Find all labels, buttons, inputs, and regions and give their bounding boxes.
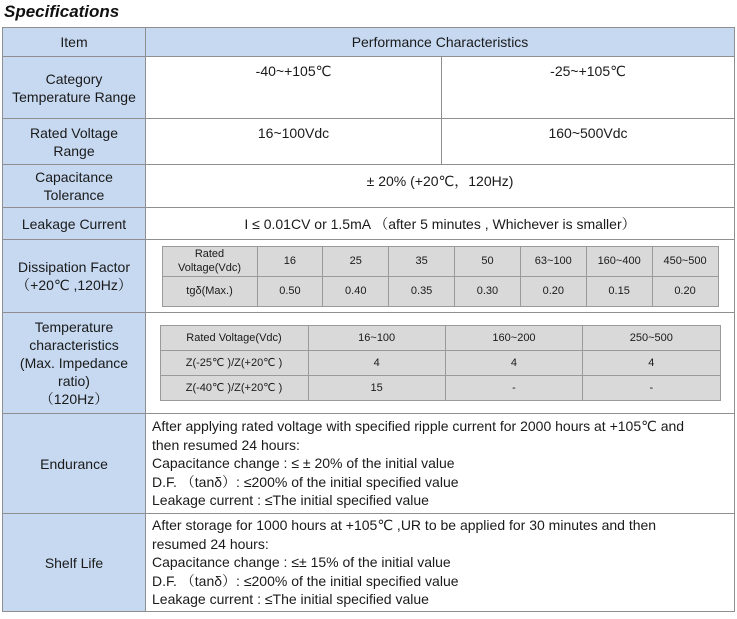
row-rated-voltage: [3, 119, 735, 165]
temperature-row2-value: -: [445, 376, 582, 401]
row-capacitance-tolerance: [3, 165, 735, 208]
label-shelf-life: Shelf Life: [3, 514, 146, 612]
temperature-row1-value: 4: [308, 351, 445, 376]
temperature-row2-value: -: [583, 376, 720, 401]
endurance-text: After applying rated voltage with specified ripple current for 2000 hours at +105℃ and then resumed 24 hours: Capacitance change : ≤ ± 20% of the initial value D.F. （tanδ）: ≤200% of the initial specified value Leakage current : ≤The initial specified value: [146, 414, 735, 514]
temperature-row-25: [160, 351, 720, 376]
leakage-value: I ≤ 0.01CV or 1.5mA （after 5 minutes , Whichever is smaller）: [146, 208, 735, 240]
dissipation-value-row: [162, 276, 718, 306]
row-leakage-current: [3, 208, 735, 240]
dissipation-value: 0.20: [520, 276, 586, 306]
category-value-a: -40~+105℃: [146, 57, 442, 119]
temperature-column: 16~100: [308, 326, 445, 351]
voltage-value-b: 160~500Vdc: [442, 119, 735, 165]
row-endurance: [3, 414, 735, 514]
label-temperature-characteristics: Temperature characteristics (Max. Impedance ratio) （120Hz）: [3, 313, 146, 414]
category-value-b: -25~+105℃: [442, 57, 735, 119]
dissipation-voltage: 50: [455, 246, 521, 276]
dissipation-value: 0.35: [389, 276, 455, 306]
temperature-row1-value: 4: [583, 351, 720, 376]
temperature-row1-value: 4: [445, 351, 582, 376]
temperature-table: [160, 325, 721, 401]
dissipation-cell: [146, 240, 735, 313]
dissipation-value: 0.15: [586, 276, 652, 306]
page-title: Specifications: [4, 2, 120, 21]
dissipation-voltage-row: [162, 246, 718, 276]
temperature-cell: [146, 313, 735, 414]
dissipation-table: [162, 246, 719, 307]
row-dissipation-factor: [3, 240, 735, 313]
shelf-life-text: After storage for 1000 hours at +105℃ ,UR to be applied for 30 minutes and then resumed 24 hours: Capacitance change : ≤± 15% of the initial value D.F. （tanδ）: ≤200% of the initial specified value Leakage current : ≤The initial specified value: [146, 514, 735, 612]
specifications-table: [2, 27, 735, 612]
label-capacitance-tolerance: Capacitance Tolerance: [3, 165, 146, 208]
header-performance: Performance Characteristics: [146, 28, 735, 57]
dissipation-voltage: 160~400: [586, 246, 652, 276]
dissipation-value-label: tgδ(Max.): [162, 276, 257, 306]
dissipation-voltage: 450~500: [652, 246, 718, 276]
dissipation-voltage: 35: [389, 246, 455, 276]
dissipation-value: 0.40: [323, 276, 389, 306]
row-shelf-life: [3, 514, 735, 612]
temperature-row1-label: Z(-25℃ )/Z(+20℃ ): [160, 351, 308, 376]
dissipation-voltage: 25: [323, 246, 389, 276]
dissipation-value: 0.20: [652, 276, 718, 306]
label-dissipation-factor: Dissipation Factor （+20℃ ,120Hz）: [3, 240, 146, 313]
dissipation-value: 0.30: [455, 276, 521, 306]
temperature-column: 160~200: [445, 326, 582, 351]
dissipation-head-label: Rated Voltage(Vdc): [162, 246, 257, 276]
label-category-temperature: Category Temperature Range: [3, 57, 146, 119]
header-item: Item: [3, 28, 146, 57]
temperature-head-label: Rated Voltage(Vdc): [160, 326, 308, 351]
dissipation-voltage: 16: [257, 246, 323, 276]
capacitance-value: ± 20% (+20℃，120Hz): [146, 165, 735, 208]
temperature-row2-label: Z(-40℃ )/Z(+20℃ ): [160, 376, 308, 401]
dissipation-voltage: 63~100: [520, 246, 586, 276]
label-endurance: Endurance: [3, 414, 146, 514]
dissipation-value: 0.50: [257, 276, 323, 306]
temperature-row-40: [160, 376, 720, 401]
row-category-temperature: [3, 57, 735, 119]
row-temperature-characteristics: [3, 313, 735, 414]
temperature-head-row: [160, 326, 720, 351]
temperature-row2-value: 15: [308, 376, 445, 401]
voltage-value-a: 16~100Vdc: [146, 119, 442, 165]
label-rated-voltage: Rated Voltage Range: [3, 119, 146, 165]
label-leakage-current: Leakage Current: [3, 208, 146, 240]
temperature-column: 250~500: [583, 326, 720, 351]
header-row: [3, 28, 735, 57]
